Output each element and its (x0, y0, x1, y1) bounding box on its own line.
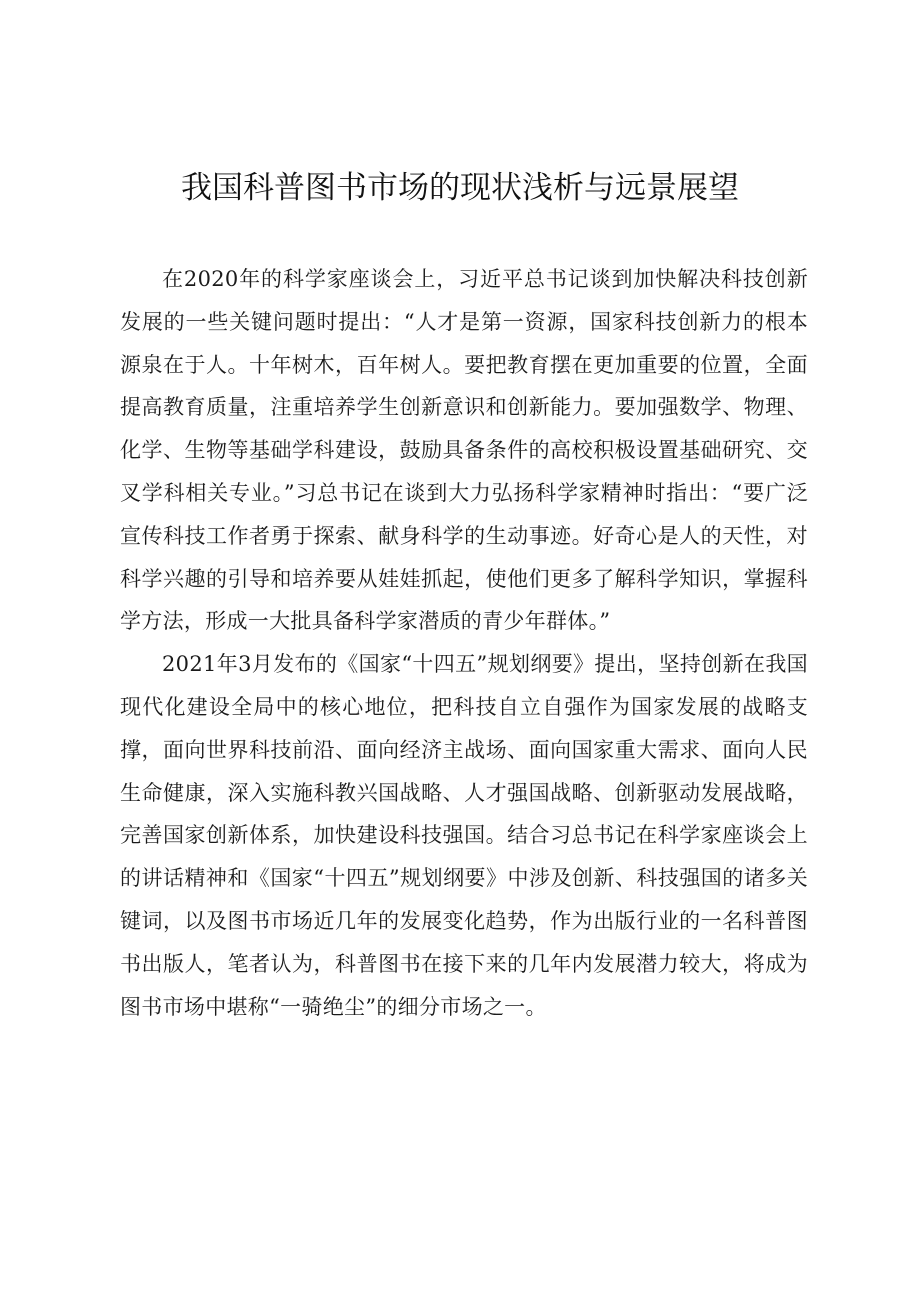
paragraph-2: 2021年3月发布的《国家“十四五”规划纲要》提出，坚持创新在我国现代化建设全局中的核心地位，把科技自立自强作为国家发展的战略支撑，面向世界科技前沿、面向经济主战场、面向国家重大需求、面向人民生命健康，深入实施科教兴国战略、人才强国战略、创新驱动发展战略，完善国家创新体系，加快建设科技强国。结合习总书记在科学家座谈会上的讲话精神和《国家“十四五”规划纲要》中涉及创新、科技强国的诸多关键词，以及图书市场近几年的发展变化趋势，作为出版行业的一名科普图书出版人，笔者认为，科普图书在接下来的几年内发展潜力较大，将成为图书市场中堪称“一骑绝尘”的细分市场之一。 (120, 652, 808, 1019)
document-body (120, 258, 808, 1028)
document-title: 我国科普图书市场的现状浅析与远景展望 (181, 170, 739, 206)
paragraph-1: 在2020年的科学家座谈会上，习近平总书记谈到加快解决科技创新发展的一些关键问题时提出：“人才是第一资源，国家科技创新力的根本源泉在于人。十年树木，百年树人。要把教育摆在更加重要的位置，全面提高教育质量，注重培养学生创新意识和创新能力。要加强数学、物理、化学、生物等基础学科建设，鼓励具备条件的高校积极设置基础研究、交叉学科相关专业。”习总书记在谈到大力弘扬科学家精神时指出：“要广泛宣传科技工作者勇于探索、献身科学的生动事迹。好奇心是人的天性，对科学兴趣的引导和培养要从娃娃抓起，使他们更多了解科学知识，掌握科学方法，形成一大批具备科学家潜质的青少年群体。” (120, 267, 808, 634)
